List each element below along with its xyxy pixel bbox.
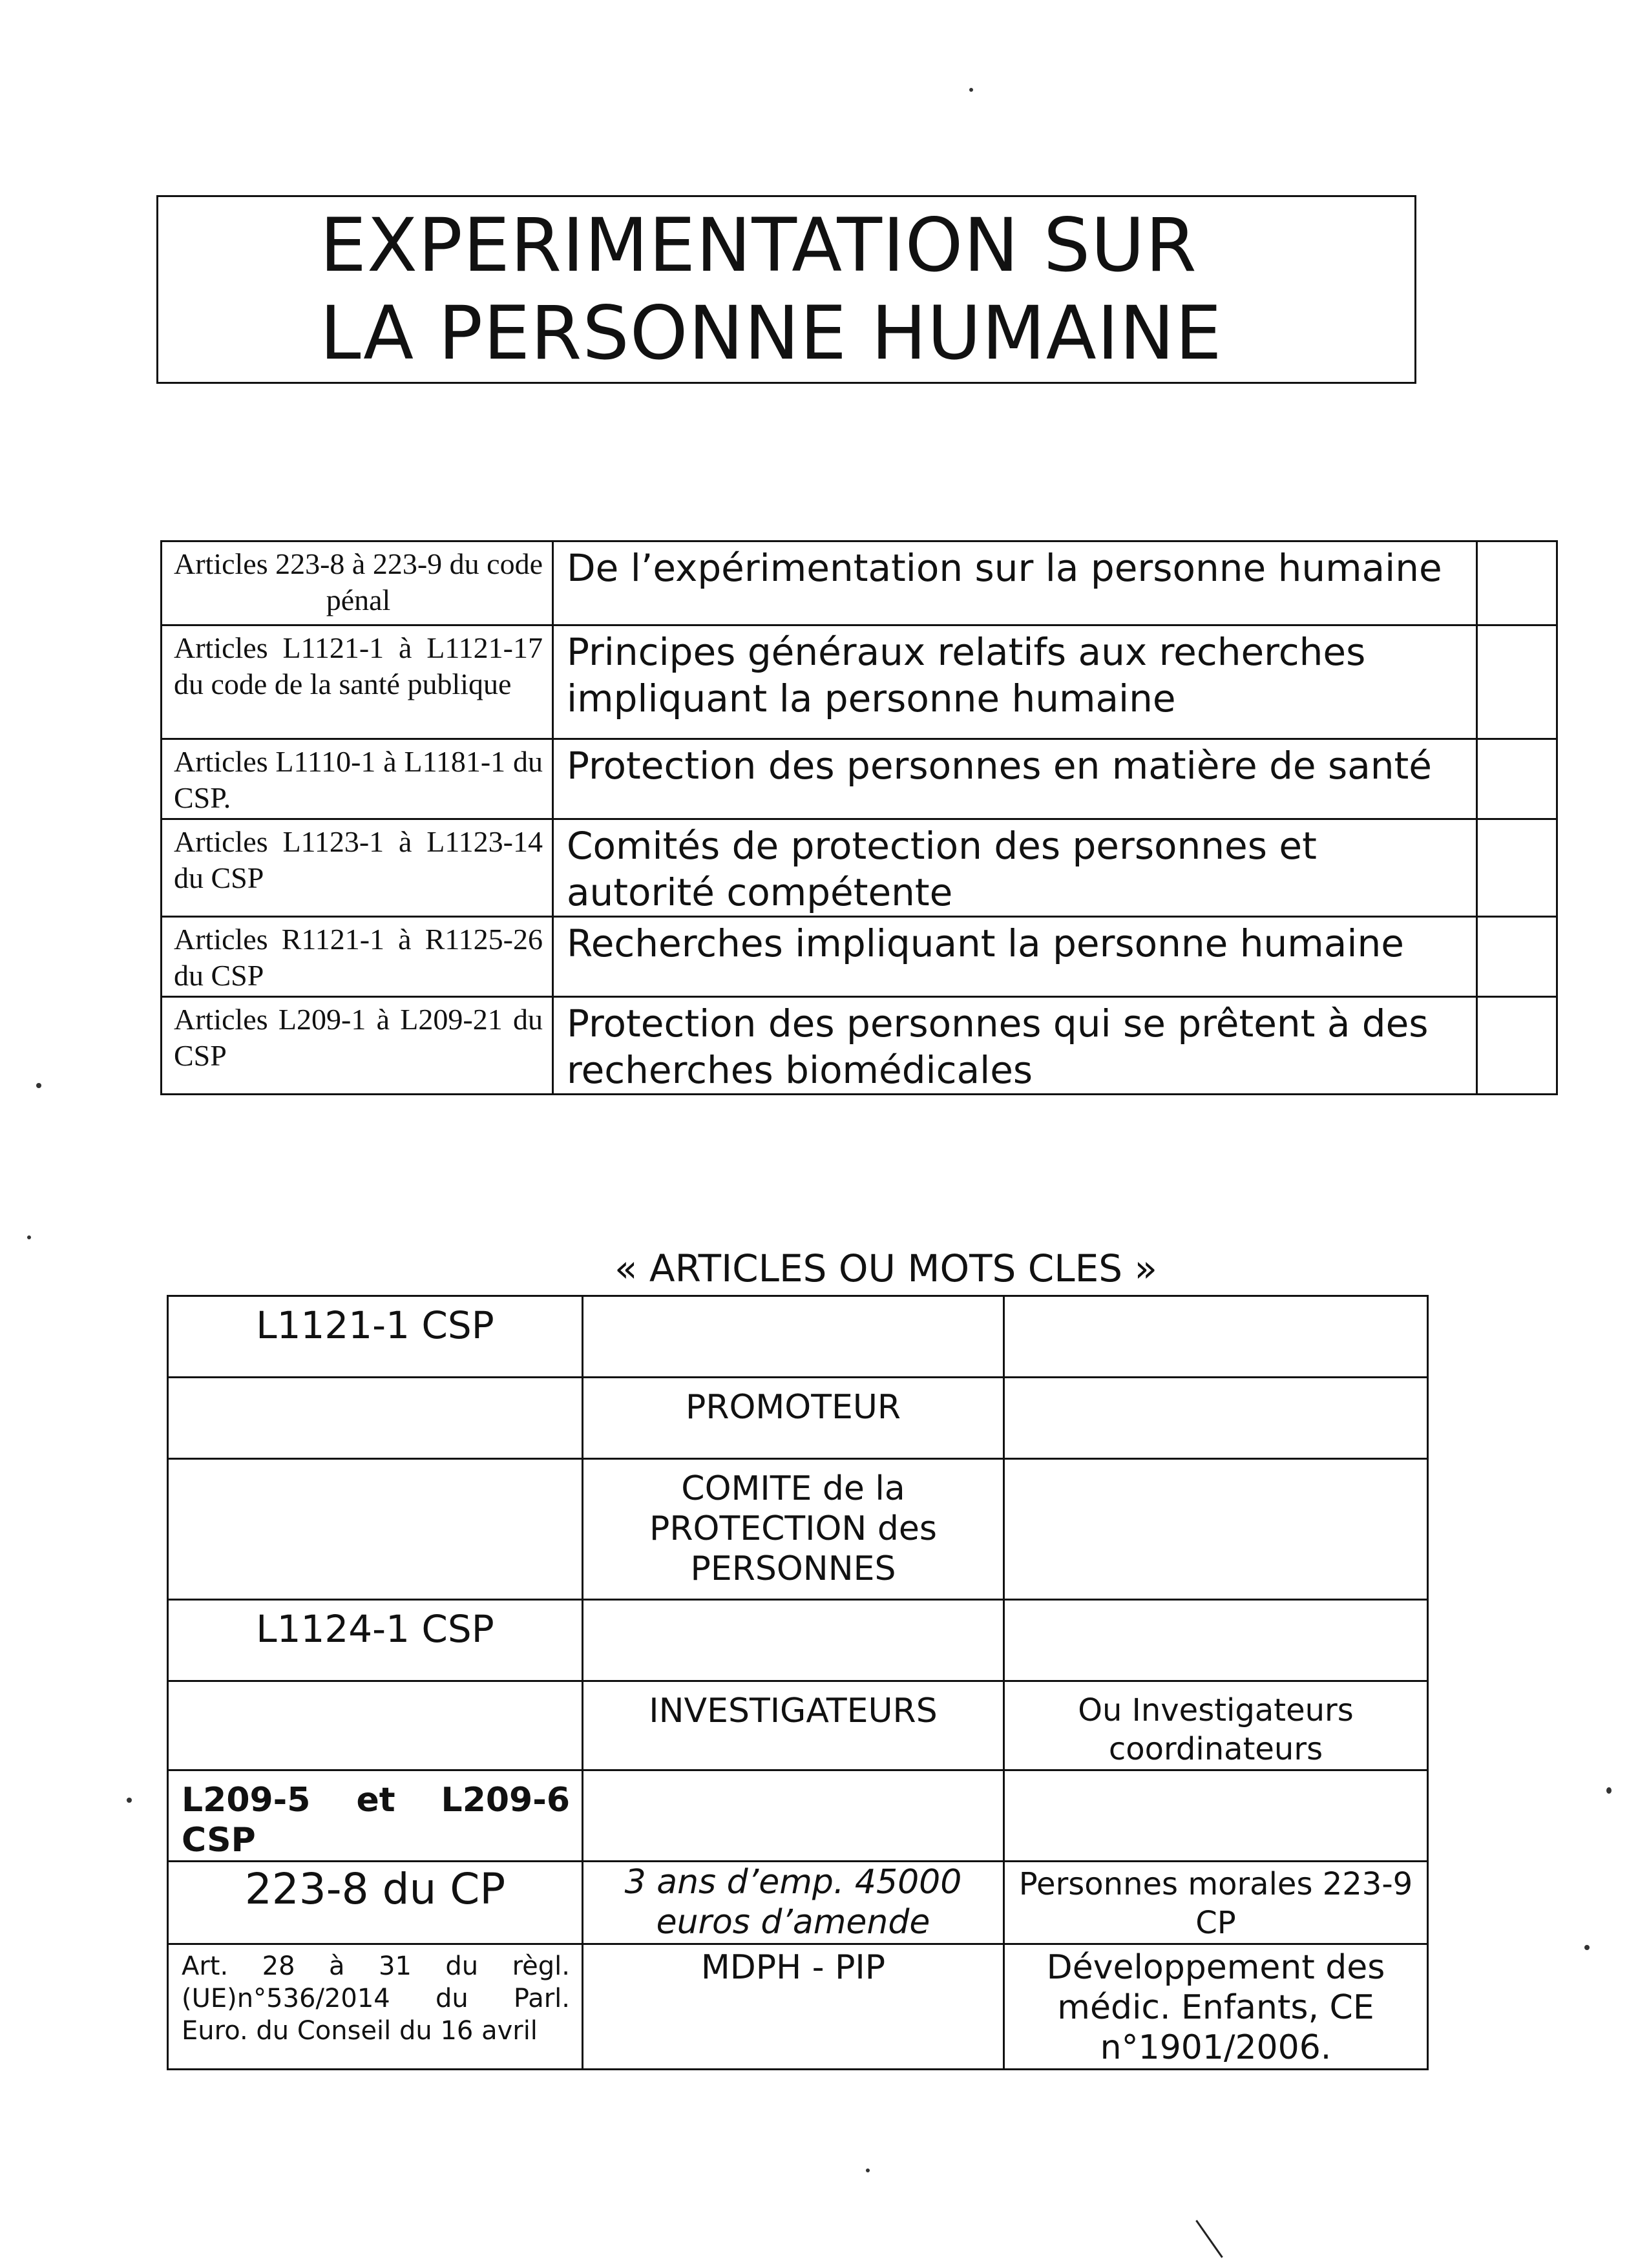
table-row: [168, 1378, 1428, 1459]
keyword-cell: PROMOTEUR: [583, 1378, 1004, 1459]
scan-speck: [1606, 1787, 1612, 1794]
keyword-cell: 3 ans d’emp. 45000 euros d’amende: [583, 1862, 1004, 1944]
scan-speck: [27, 1235, 31, 1239]
reference-cell: Articles R1121-1 à R1125-26 du CSP: [162, 917, 553, 997]
keyword-cell: Personnes morales 223-9 CP: [1004, 1862, 1428, 1944]
empty-cell: [1004, 1770, 1428, 1862]
empty-cell: [168, 1459, 583, 1600]
legal-line: Euro. du Conseil du 16 avril: [182, 2016, 538, 2046]
checkbox-cell: [1477, 997, 1557, 1095]
keyword-cell: INVESTIGATEURS: [583, 1681, 1004, 1770]
scan-speck: [969, 88, 973, 92]
empty-cell: [1004, 1378, 1428, 1459]
checkbox-cell: [1477, 541, 1557, 625]
reference-cell: Articles L1121-1 à L1121-17 du code de la santé publique: [162, 625, 553, 739]
scan-speck: [866, 2168, 870, 2172]
legal-line: Art. 28 à 31 du règl.: [182, 1951, 570, 1981]
scan-speck: [127, 1798, 132, 1803]
empty-cell: [1004, 1296, 1428, 1378]
keywords-table: [167, 1295, 1429, 2070]
checkbox-cell: [1477, 917, 1557, 997]
empty-cell: [583, 1296, 1004, 1378]
checkbox-cell: [1477, 625, 1557, 739]
legal-line: (UE)n°536/2014 du Parl.: [182, 1984, 570, 2013]
table-row: [168, 1681, 1428, 1770]
keyword-cell: L1121-1 CSP: [168, 1296, 583, 1378]
description-cell: Comités de protection des personnes et autorité compétente: [553, 819, 1477, 917]
table-row: [162, 819, 1557, 917]
scan-mark: [1195, 2220, 1223, 2258]
table-row: [162, 541, 1557, 625]
keyword-cell: Développement des médic. Enfants, CE n°1901/2006.: [1004, 1944, 1428, 2070]
keyword-cell: [168, 1944, 583, 2070]
description-cell: Protection des personnes qui se prêtent à des recherches biomédicales: [553, 997, 1477, 1095]
keyword-cell: COMITE de la PROTECTION des PERSONNES: [583, 1459, 1004, 1600]
scan-speck: [36, 1083, 41, 1088]
table-row: [162, 997, 1557, 1095]
empty-cell: [583, 1600, 1004, 1681]
reference-cell: Articles 223-8 à 223-9 du code pénal: [162, 541, 553, 625]
keyword-cell: Ou Investigateurs coordinateurs: [1004, 1681, 1428, 1770]
empty-cell: [1004, 1459, 1428, 1600]
empty-cell: [583, 1770, 1004, 1862]
keyword-ref-line: CSP: [182, 1821, 256, 1860]
keyword-cell: L1124-1 CSP: [168, 1600, 583, 1681]
table-row: [168, 1296, 1428, 1378]
keywords-heading: « ARTICLES OU MOTS CLES »: [614, 1246, 1158, 1290]
keyword-cell: [168, 1770, 583, 1862]
description-cell: De l’expérimentation sur la personne humaine: [553, 541, 1477, 625]
description-cell: Recherches impliquant la personne humaine: [553, 917, 1477, 997]
scan-speck: [1584, 1945, 1590, 1950]
checkbox-cell: [1477, 819, 1557, 917]
table-row: [168, 1944, 1428, 2070]
title-box: [156, 195, 1416, 384]
reference-cell: Articles L209-1 à L209-21 du CSP: [162, 997, 553, 1095]
checkbox-cell: [1477, 739, 1557, 819]
table-row: [168, 1862, 1428, 1944]
title-line-2: LA PERSONNE HUMAINE: [320, 290, 1223, 376]
empty-cell: [168, 1681, 583, 1770]
keyword-ref-line: L209-5 et L209-6: [182, 1781, 570, 1820]
reference-cell: Articles L1110-1 à L1181-1 du CSP.: [162, 739, 553, 819]
keyword-cell: 223-8 du CP: [168, 1862, 583, 1944]
table-row: [168, 1600, 1428, 1681]
description-cell: Principes généraux relatifs aux recherches impliquant la personne humaine: [553, 625, 1477, 739]
table-row: [162, 739, 1557, 819]
table-row: [162, 917, 1557, 997]
table-row: [168, 1459, 1428, 1600]
empty-cell: [1004, 1600, 1428, 1681]
table-row: [162, 625, 1557, 739]
title-line-1: EXPERIMENTATION SUR: [320, 202, 1197, 288]
references-table: [160, 540, 1558, 1095]
table-row: [168, 1770, 1428, 1862]
keyword-cell: MDPH - PIP: [583, 1944, 1004, 2070]
description-cell: Protection des personnes en matière de santé: [553, 739, 1477, 819]
reference-cell: Articles L1123-1 à L1123-14 du CSP: [162, 819, 553, 917]
empty-cell: [168, 1378, 583, 1459]
